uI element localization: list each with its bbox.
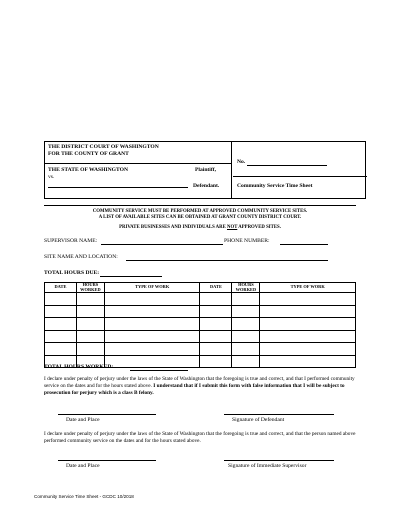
col-header-hours-worked: HOURS WORKED bbox=[232, 283, 260, 293]
supervisor-date-place-field[interactable] bbox=[58, 460, 156, 461]
time-sheet-table bbox=[44, 282, 356, 368]
total-hours-due-field[interactable] bbox=[100, 276, 162, 277]
supervisor-name-field[interactable] bbox=[101, 244, 223, 245]
hours-cell[interactable] bbox=[76, 305, 104, 318]
hours-cell[interactable] bbox=[232, 343, 260, 356]
court-name: THE DISTRICT COURT OF WASHINGTON FOR THE COUNTY OF GRANT bbox=[48, 144, 159, 157]
date-cell[interactable] bbox=[200, 305, 232, 318]
hours-cell[interactable] bbox=[76, 318, 104, 331]
form-footer: Community Service Time Sheet - GCDC 10/2018 bbox=[34, 494, 134, 499]
supervisor-date-place-label: Date and Place bbox=[66, 463, 100, 469]
work-cell[interactable] bbox=[104, 318, 200, 331]
date-cell[interactable] bbox=[45, 293, 77, 306]
date-cell[interactable] bbox=[45, 330, 77, 343]
table-row bbox=[45, 293, 356, 306]
col-header-hours-worked: HOURS WORKED bbox=[76, 283, 104, 293]
defendant-label: Defendant. bbox=[193, 183, 220, 189]
site-location-field[interactable] bbox=[126, 260, 328, 261]
total-hours-worked-label: TOTAL HOURS WORKED: bbox=[44, 364, 114, 370]
hours-cell[interactable] bbox=[76, 293, 104, 306]
work-cell[interactable] bbox=[260, 305, 356, 318]
col-header-type-of-work: TYPE OF WORK bbox=[260, 283, 356, 293]
date-cell[interactable] bbox=[45, 318, 77, 331]
date-cell[interactable] bbox=[45, 343, 77, 356]
col-header-date: DATE bbox=[45, 283, 77, 293]
defendant-signature-label: Signature of Defendant bbox=[232, 417, 285, 423]
phone-number-label: PHONE NUMBER: bbox=[224, 238, 270, 244]
defendant-signature-field[interactable] bbox=[224, 414, 334, 415]
table-row bbox=[45, 305, 356, 318]
notice-top-rule bbox=[44, 205, 356, 206]
case-caption-box bbox=[44, 141, 366, 199]
work-cell[interactable] bbox=[104, 305, 200, 318]
supervisor-declaration: I declare under penalty of perjury under the laws of the State of Washington that the foregoing is true and correct, and that the person named above performed community service on the dates and for the hours stated above. bbox=[44, 431, 356, 444]
versus-label: vs. bbox=[48, 174, 55, 180]
table-row bbox=[45, 343, 356, 356]
total-hours-worked-field[interactable] bbox=[130, 370, 188, 371]
case-number-field[interactable] bbox=[247, 165, 327, 166]
hours-cell[interactable] bbox=[232, 305, 260, 318]
hours-cell[interactable] bbox=[76, 330, 104, 343]
defendant-name-field[interactable] bbox=[48, 187, 188, 188]
table-row bbox=[45, 330, 356, 343]
total-hours-due-label: TOTAL HOURS DUE: bbox=[44, 270, 100, 276]
supervisor-signature-label: Signature of Immediate Supervisor bbox=[228, 463, 307, 469]
work-cell[interactable] bbox=[260, 343, 356, 356]
date-cell[interactable] bbox=[45, 305, 77, 318]
supervisor-signature-field[interactable] bbox=[224, 460, 334, 461]
work-cell[interactable] bbox=[260, 293, 356, 306]
notice-text: COMMUNITY SERVICE MUST BE PERFORMED AT APPROVED COMMUNITY SERVICE SITES. A LIST OF AVAILABLE SITES CAN BE OBTAINED AT GRANT COUNTY DISTRICT COURT. PRIVATE BUSINESSES AND INDIVIDUALS ARE NOT APPROVED SITES. bbox=[92, 209, 308, 230]
table-row bbox=[45, 318, 356, 331]
document-title: Community Service Time Sheet bbox=[237, 183, 313, 189]
defendant-declaration: I declare under penalty of perjury under the laws of the State of Washington that the foregoing is true and correct, and that I performed community service on the dates and for the hours stated above. I understand that if I submit this form with false information that I will be subject to prosecution for perjury which is a class B felony. bbox=[44, 376, 355, 396]
work-cell[interactable] bbox=[260, 355, 356, 368]
hours-cell[interactable] bbox=[232, 330, 260, 343]
date-cell[interactable] bbox=[200, 293, 232, 306]
col-header-date: DATE bbox=[200, 283, 232, 293]
hours-cell[interactable] bbox=[232, 318, 260, 331]
defendant-date-place-field[interactable] bbox=[58, 414, 156, 415]
work-cell[interactable] bbox=[260, 330, 356, 343]
date-cell[interactable] bbox=[200, 318, 232, 331]
phone-number-field[interactable] bbox=[280, 244, 328, 245]
hours-cell[interactable] bbox=[232, 355, 260, 368]
site-location-label: SITE NAME AND LOCATION: bbox=[44, 254, 118, 260]
hours-cell[interactable] bbox=[76, 343, 104, 356]
date-cell[interactable] bbox=[200, 330, 232, 343]
date-cell[interactable] bbox=[200, 355, 232, 368]
plaintiff-name: THE STATE OF WASHINGTON bbox=[48, 167, 129, 173]
work-cell[interactable] bbox=[104, 355, 200, 368]
supervisor-name-label: SUPERVISOR NAME: bbox=[44, 238, 98, 244]
caption-divider bbox=[233, 176, 367, 177]
case-number-label: No. bbox=[237, 159, 246, 165]
work-cell[interactable] bbox=[104, 343, 200, 356]
work-cell[interactable] bbox=[104, 293, 200, 306]
work-cell[interactable] bbox=[260, 318, 356, 331]
table-header-row bbox=[45, 283, 356, 293]
date-cell[interactable] bbox=[200, 343, 232, 356]
col-header-type-of-work: TYPE OF WORK bbox=[104, 283, 200, 293]
defendant-date-place-label: Date and Place bbox=[66, 417, 100, 423]
plaintiff-label: Plaintiff, bbox=[195, 167, 216, 173]
hours-cell[interactable] bbox=[232, 293, 260, 306]
work-cell[interactable] bbox=[104, 330, 200, 343]
